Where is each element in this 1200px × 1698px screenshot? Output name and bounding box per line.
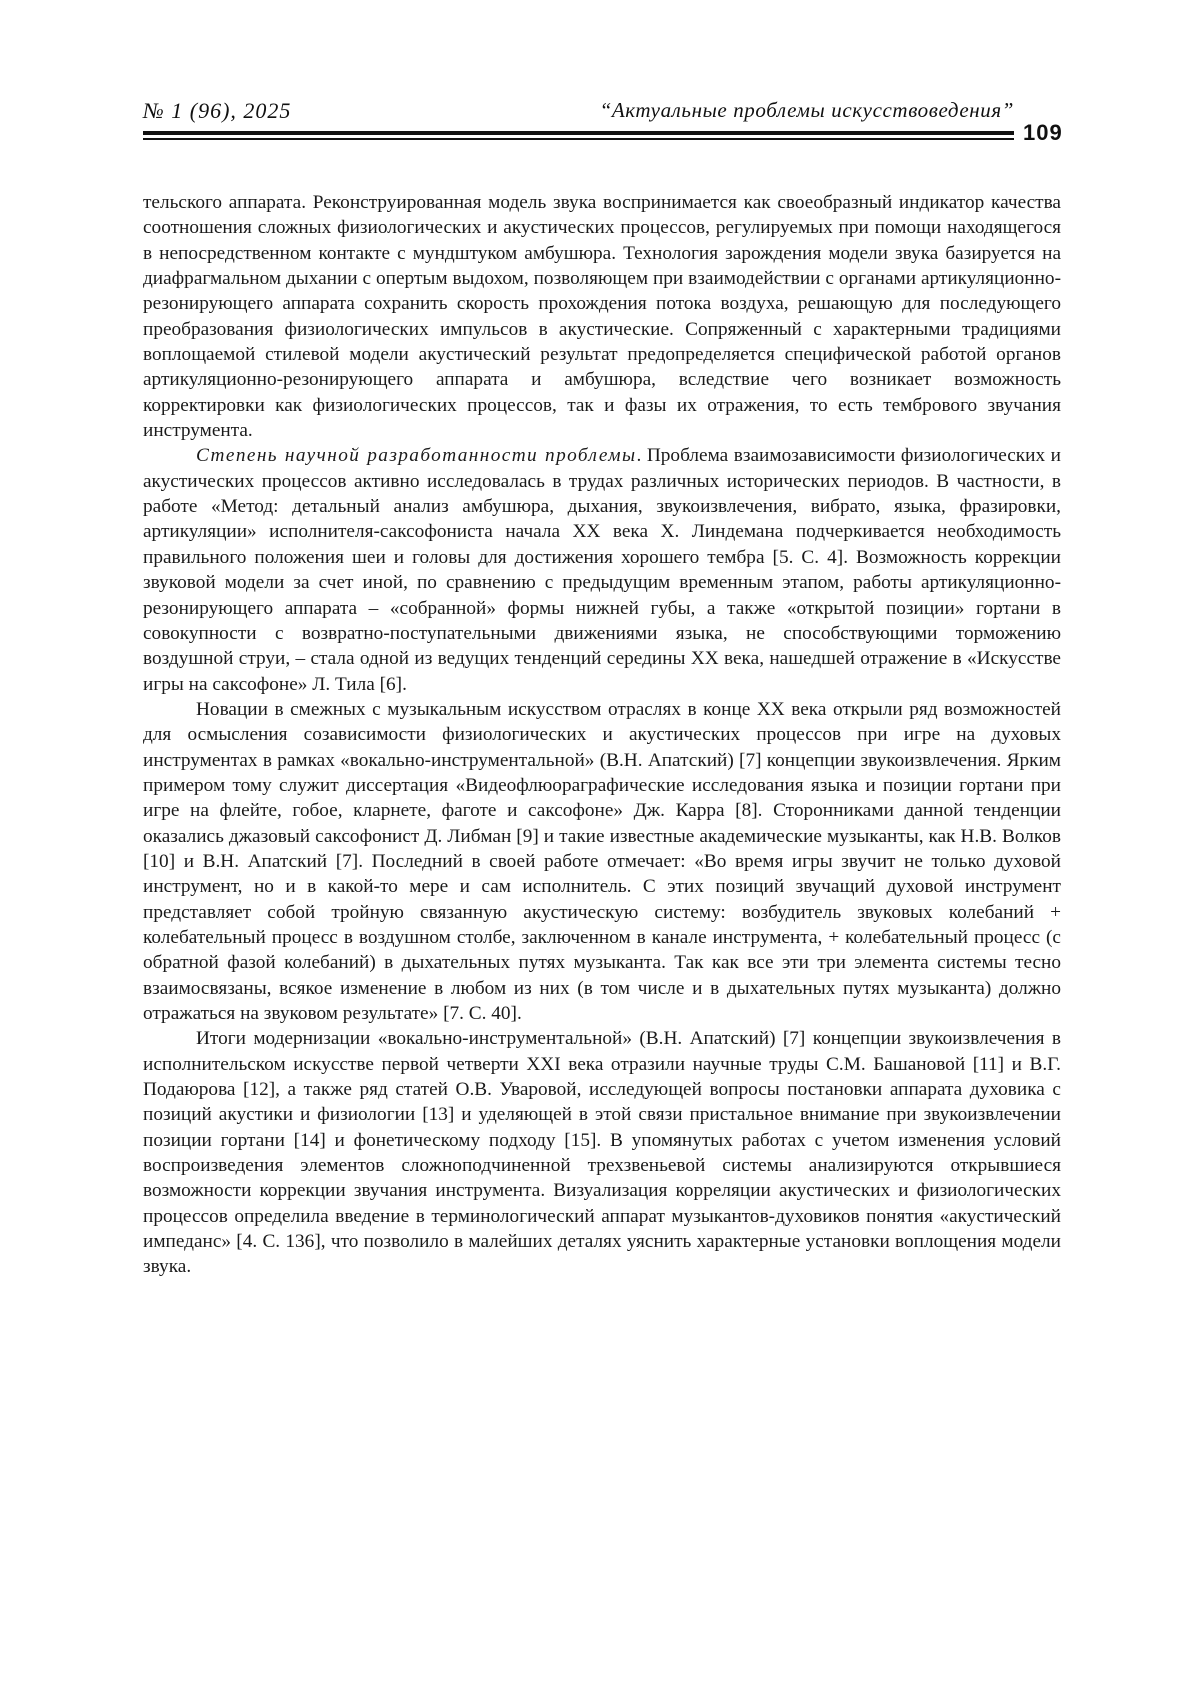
header-rule-thick xyxy=(143,131,1014,135)
journal-title: “Актуальные проблемы искусствоведения” xyxy=(600,98,1014,123)
paragraph-1: тельского аппарата. Реконструированная модель звука воспринимается как своеобразный индикатор качества соотношения сложных физиологических и акустических процессов, регулируемых при помощи находящегося в непосредственном контакте с мундштуком амбушюра. Технология зарождения модели звука базируется на диафрагмальном дыхании с опертым выдохом, позволяющем при взаимодействии с органами артикуляционно-резонирующего аппарата сохранить скорость прохождения потока воздуха, решающую для последующего преобразования физиологических импульсов в акустические. Сопряженный с характерными традициями воплощаемой стилевой модели акустический результат предопределяется специфической работой органов артикуляционно-резонирующего аппарата и амбушюра, вследствие чего возникает возможность корректировки как физиологических процессов, так и фазы их отражения, то есть тембрового звучания инструмента. xyxy=(143,190,1061,443)
paragraph-2-text: . Проблема взаимозависимости физиологических и акустических процессов активно исследовалась в трудах различных исторических периодов. В частности, в работе «Метод: детальный анализ амбушюра, дыхания, звукоизвлечения, вибрато, языка, фразировки, артикуляции» исполнителя-саксофониста начала XX века Х. Линдемана подчеркивается необходимость правильного положения шеи и головы для достижения хорошего тембра [5. С. 4]. Возможность коррекции звуковой модели за счет иной, по сравнению с предыдущим временным этапом, работы артикуляционно-резонирующего аппарата – «собранной» формы нижней губы, а также «открытой позиции» гортани в совокупности с возвратно-поступательными движениями языка, не способствующими торможению воздушной струи, – стала одной из ведущих тенденций середины XX века, нашедшей отражение в «Искусстве игры на саксофоне» Л. Тила [6]. xyxy=(143,445,1061,694)
article-body xyxy=(143,190,1061,1280)
running-header xyxy=(143,98,1068,138)
section-heading-inline: Степень научной разработанности проблемы xyxy=(196,445,636,466)
paragraph-2 xyxy=(143,443,1061,696)
issue-label: № 1 (96), 2025 xyxy=(143,98,291,124)
journal-page xyxy=(0,0,1200,1698)
paragraph-3: Новации в смежных с музыкальным искусством отраслях в конце XX века открыли ряд возможностей для осмысления созависимости физиологических и акустических процессов при игре на духовых инструментах в рамках «вокально-инструментальной» (В.Н. Апатский) [7] концепции звукоизвлечения. Ярким примером тому служит диссертация «Видеофлюораграфические исследования языка и позиции гортани при игре на флейте, гобое, кларнете, фаготе и саксофоне» Дж. Карра [8]. Сторонниками данной тенденции оказались джазовый саксофонист Д. Либман [9] и такие известные академические музыканты, как Н.В. Волков [10] и В.Н. Апатский [7]. Последний в своей работе отмечает: «Во время игры звучит не только духовой инструмент, но и в какой-то мере и сам исполнитель. С этих позиций звучащий духовой инструмент представляет собой тройную связанную акустическую систему: возбудитель звуковых колебаний + колебательный процесс в воздушном столбе, заключенном в канале инструмента, + колебательный процесс (с обратной фазой колебаний) в дыхательных путях музыканта. Так как все эти три элемента системы тесно взаимосвязаны, всякое изменение в любом из них (в том числе и в дыхательных путях музыканта) должно отражаться на звуковом результате» [7. С. 40]. xyxy=(143,697,1061,1026)
page-number: 109 xyxy=(1023,120,1063,146)
paragraph-4: Итоги модернизации «вокально-инструментальной» (В.Н. Апатский) [7] концепции звукоизвлечения в исполнительском искусстве первой четверти XXI века отразили научные труды С.М. Башановой [11] и В.Г. Подаюрова [12], а также ряд статей О.В. Уваровой, исследующей вопросы постановки аппарата духовика с позиций акустики и физиологии [13] и уделяющей в этой связи пристальное внимание при звукоизвлечении позиции гортани [14] и фонетическому подходу [15]. В упомянутых работах с учетом изменения условий воспроизведения элементов сложноподчиненной трехзвеньевой системы анализируются открывшиеся возможности коррекции звучания инструмента. Визуализация корреляции акустических и физиологических процессов определила введение в терминологический аппарат музыкантов-духовиков понятия «акустический импеданс» [4. С. 136], что позволило в малейших деталях уяснить характерные установки воплощения модели звука. xyxy=(143,1026,1061,1279)
header-rule-thin xyxy=(143,138,1014,140)
